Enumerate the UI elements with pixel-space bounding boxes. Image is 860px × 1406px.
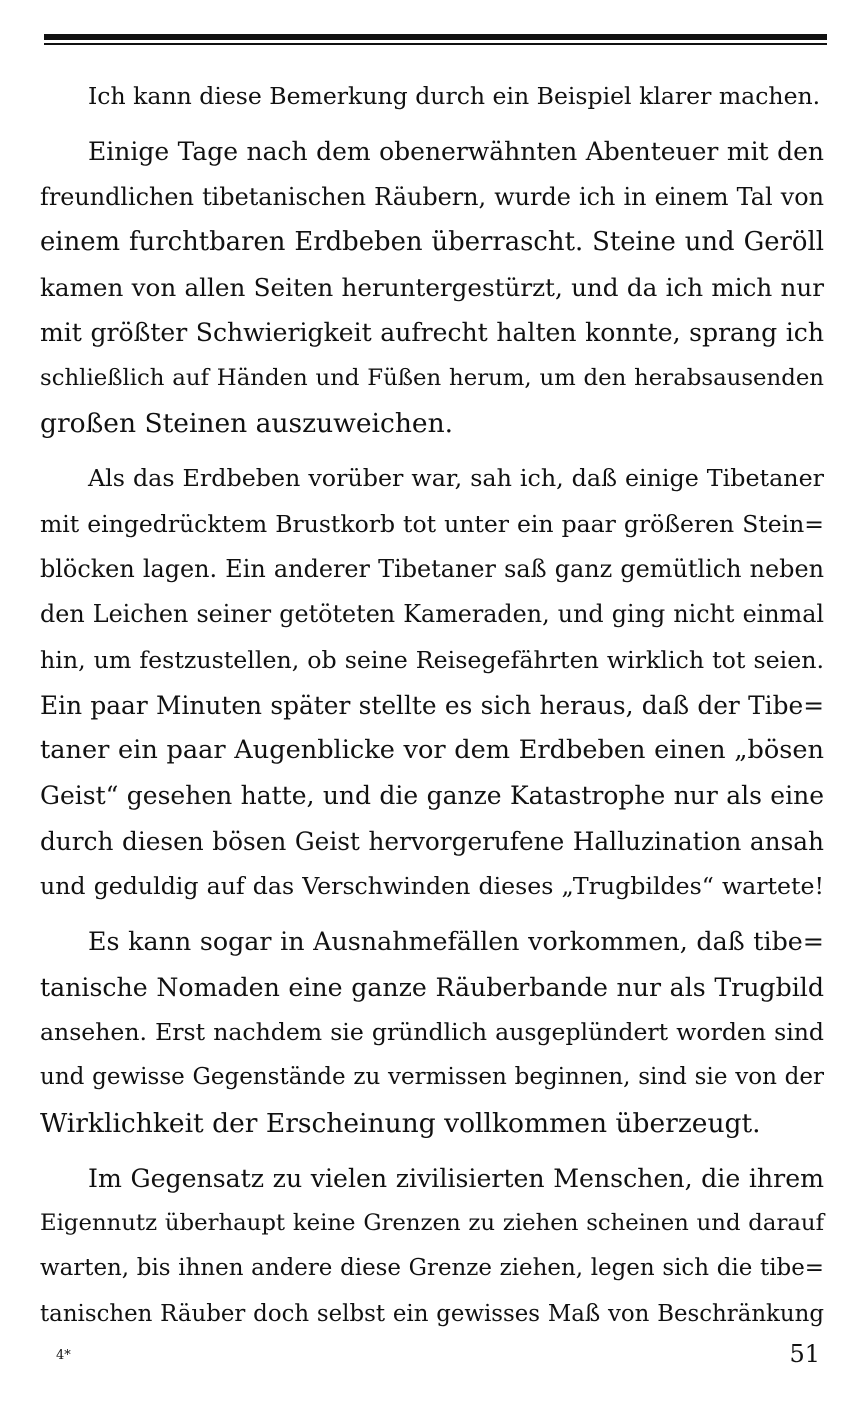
- text-line: Wirklichkeit der Erscheinung vollkommen überzeugt.: [40, 1107, 761, 1139]
- text-line: kamen von allen Seiten heruntergestürzt, und da ich mich nur: [40, 273, 824, 303]
- text-line: taner ein paar Augenblicke vor dem Erdbeben einen „bösen: [40, 735, 824, 766]
- text-line: einem furchtbaren Erdbeben überrascht. Steine und Geröll: [40, 226, 824, 257]
- text-line: großen Steinen auszuweichen.: [40, 408, 454, 440]
- header-rule: [44, 34, 827, 40]
- paragraph: [40, 1156, 824, 1337]
- text-line: Ich kann diese Bemerkung durch ein Beispiel klarer machen.: [88, 82, 821, 110]
- text-line: Geist“ gesehen hatte, und die ganze Katastrophe nur als eine: [40, 781, 824, 811]
- body-text: [40, 74, 824, 1337]
- text-line: durch diesen bösen Geist hervorgerufene Halluzination ansah: [40, 826, 824, 856]
- text-line: tanischen Räuber doch selbst ein gewisses Maß von Beschränkung: [40, 1300, 824, 1327]
- text-line: den Leichen seiner getöteten Kameraden, und ging nicht einmal: [40, 600, 824, 629]
- text-line: Einige Tage nach dem obenerwähnten Abenteuer mit den: [88, 137, 824, 167]
- text-line: mit größter Schwierigkeit aufrecht halten konnte, sprang ich: [40, 318, 824, 348]
- text-line: ansehen. Erst nachdem sie gründlich ausgeplündert worden sind: [40, 1017, 824, 1046]
- text-line: und gewisse Gegenstände zu vermissen beginnen, sind sie von der: [40, 1064, 824, 1091]
- text-line: Es kann sogar in Ausnahmefällen vorkommen, daß tibe=: [88, 926, 824, 957]
- page-number: 51: [789, 1340, 820, 1368]
- paragraph: [40, 129, 824, 446]
- paragraph: [40, 74, 824, 119]
- text-line: schließlich auf Händen und Füßen herum, um den herabsausenden: [40, 364, 824, 391]
- signature-mark: 4*: [56, 1348, 71, 1363]
- text-line: Im Gegensatz zu vielen zivilisierten Menschen, die ihrem: [88, 1163, 824, 1193]
- text-line: Als das Erdbeben vorüber war, sah ich, daß einige Tibetaner: [88, 464, 824, 493]
- text-line: blöcken lagen. Ein anderer Tibetaner saß ganz gemütlich neben: [40, 554, 824, 583]
- text-line: tanische Nomaden eine ganze Räuberbande nur als Trugbild: [40, 972, 824, 1002]
- text-line: Eigennutz überhaupt keine Grenzen zu ziehen scheinen und darauf: [40, 1210, 824, 1237]
- text-line: hin, um festzustellen, ob seine Reisegefährten wirklich tot seien.: [40, 645, 824, 674]
- header-rule-thin: [44, 43, 827, 45]
- text-line: freundlichen tibetanischen Räubern, wurde ich in einem Tal von: [40, 182, 824, 211]
- text-line: Ein paar Minuten später stellte es sich heraus, daß der Tibe=: [40, 690, 824, 720]
- paragraph: [40, 919, 824, 1145]
- text-line: mit eingedrücktem Brustkorb tot unter ein paar größeren Stein=: [40, 509, 824, 538]
- text-line: und geduldig auf das Verschwinden dieses „Trugbildes“ wartete!: [40, 872, 824, 901]
- paragraph: [40, 456, 824, 909]
- text-line: warten, bis ihnen andere diese Grenze ziehen, legen sich die tibe=: [40, 1255, 824, 1282]
